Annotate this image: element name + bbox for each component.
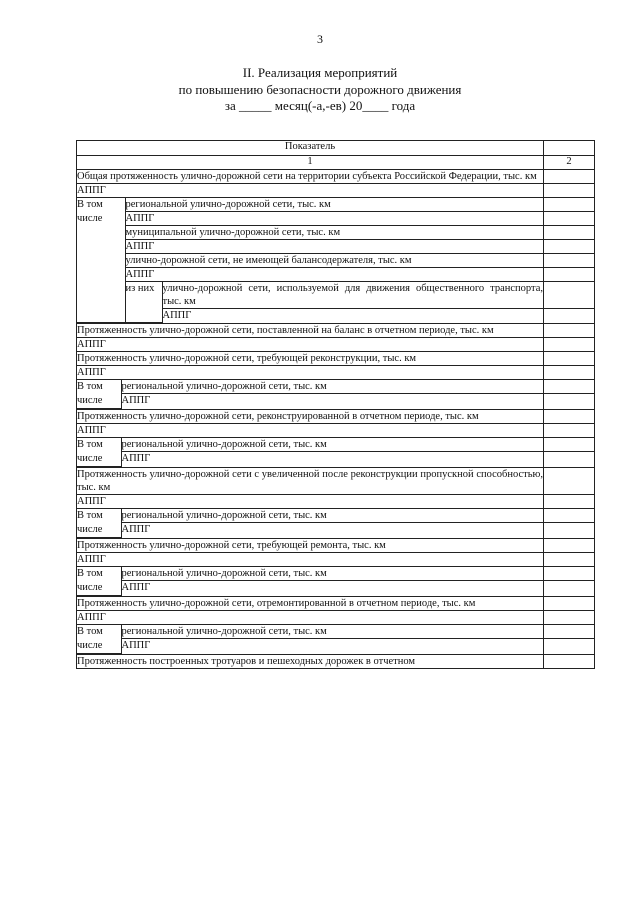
table-row (77, 170, 595, 184)
row-increased-capacity-appg: АППГ (77, 494, 544, 508)
value-cell[interactable] (544, 337, 595, 351)
table-row (77, 654, 595, 668)
table-row (77, 508, 595, 538)
including-label: В том числе (77, 380, 121, 409)
column-number-2: 2 (544, 156, 595, 170)
row-needs-repair-regional: региональной улично-дорожной сети, тыс. км (121, 567, 543, 581)
row-reconstructed-regional-appg: АППГ (121, 452, 543, 466)
value-cell[interactable] (544, 580, 594, 594)
table-row (77, 494, 595, 508)
row-reconstructed-regional: региональной улично-дорожной сети, тыс. км (121, 438, 543, 452)
table-row (77, 337, 595, 351)
row-needs-repair-regional-appg: АППГ (121, 581, 543, 595)
value-cell[interactable] (544, 438, 594, 452)
table-row (77, 184, 595, 198)
table-row (77, 365, 595, 379)
row-public-transport: улично-дорожной сети, используемой для движения общественного транспорта, тыс. км (162, 283, 543, 307)
table-row (77, 552, 595, 566)
value-cell[interactable] (544, 509, 594, 523)
table-row (77, 596, 595, 610)
row-repaired-regional: региональной улично-дорожной сети, тыс. км (121, 625, 543, 639)
value-cell[interactable] (544, 494, 595, 508)
row-no-holder: улично-дорожной сети, не имеющей балансодержателя, тыс. км (125, 254, 543, 268)
row-repaired-regional-appg: АППГ (121, 639, 543, 653)
table-row (77, 198, 595, 324)
heading-line-2: по повышению безопасности дорожного движения (178, 81, 462, 97)
value-cell[interactable] (544, 567, 594, 581)
row-needs-reconstruction-appg: АППГ (77, 365, 544, 379)
value-cell[interactable] (544, 309, 594, 323)
value-column-block (544, 379, 595, 409)
table-row (77, 467, 595, 494)
including-label: В том числе (77, 509, 121, 538)
needs-reconstruction-breakdown (77, 379, 544, 409)
value-cell[interactable] (544, 552, 595, 566)
row-municipal: муниципальной улично-дорожной сети, тыс. км (125, 226, 543, 240)
row-reconstructed: Протяженность улично-дорожной сети, реконструированной в отчетном периоде, тыс. км (77, 409, 544, 423)
row-on-balance: Протяженность улично-дорожной сети, поставленной на баланс в отчетном периоде, тыс. км (77, 323, 544, 337)
page-number: 3 (317, 32, 323, 46)
value-cell[interactable] (544, 351, 595, 365)
column-number-1: 1 (77, 156, 544, 170)
value-cell[interactable] (544, 365, 595, 379)
value-cell[interactable] (544, 198, 594, 212)
table-row (77, 538, 595, 552)
table-row (77, 351, 595, 365)
repaired-breakdown (77, 624, 544, 654)
row-needs-reconstruction-regional: региональной улично-дорожной сети, тыс. км (121, 380, 543, 394)
value-cell[interactable] (544, 538, 595, 552)
needs-repair-breakdown (77, 566, 544, 596)
header-empty-cell (544, 141, 595, 156)
table-row (77, 379, 595, 409)
value-cell[interactable] (544, 268, 594, 282)
row-needs-reconstruction: Протяженность улично-дорожной сети, требующей реконструкции, тыс. км (77, 351, 544, 365)
value-cell[interactable] (544, 451, 594, 465)
indicators-table (76, 140, 595, 669)
including-label: В том числе (77, 567, 121, 596)
table-row (77, 409, 595, 423)
row-increased-capacity-regional-appg: АППГ (121, 523, 543, 537)
value-column-block (544, 566, 595, 596)
row-sidewalks: Протяженность построенных тротуаров и пешеходных дорожек в отчетном (77, 654, 544, 668)
increased-capacity-breakdown (77, 508, 544, 538)
heading-line-3: за _____ месяц(-а,-ев) 20____ года (224, 98, 416, 113)
row-increased-capacity-regional: региональной улично-дорожной сети, тыс. км (121, 509, 543, 523)
value-cell[interactable] (544, 282, 594, 309)
heading-line-1: II. Реализация мероприятий (242, 65, 398, 80)
table-column-numbers-row (77, 156, 595, 170)
table-row (77, 624, 595, 654)
value-column-block (544, 437, 595, 467)
row-regional: региональной улично-дорожной сети, тыс. км (125, 198, 543, 212)
of-them-label: из них (125, 282, 162, 323)
row-repaired: Протяженность улично-дорожной сети, отремонтированной в отчетном периоде, тыс. км (77, 596, 544, 610)
row-repaired-appg: АППГ (77, 610, 544, 624)
table-header-row (77, 141, 595, 156)
row-increased-capacity: Протяженность улично-дорожной сети с увеличенной после реконструкции пропускной способностью, тыс. км (77, 468, 543, 493)
value-column-block (544, 198, 595, 324)
value-cell[interactable] (544, 323, 595, 337)
including-label: В том числе (77, 438, 121, 467)
value-cell[interactable] (544, 254, 594, 268)
row-regional-appg: АППГ (125, 212, 543, 226)
value-cell[interactable] (544, 654, 595, 668)
value-cell[interactable] (544, 212, 594, 226)
value-cell[interactable] (544, 423, 595, 437)
row-public-transport-appg: АППГ (162, 309, 543, 323)
header-indicator-label: Показатель (77, 141, 544, 156)
table-row (77, 566, 595, 596)
table-row (77, 610, 595, 624)
value-cell[interactable] (544, 610, 595, 624)
row-on-balance-appg: АППГ (77, 337, 544, 351)
value-cell[interactable] (544, 522, 594, 536)
section-heading (0, 65, 640, 115)
value-cell[interactable] (544, 596, 595, 610)
including-label: В том числе (77, 198, 125, 322)
value-cell[interactable] (544, 467, 595, 494)
value-cell[interactable] (544, 240, 594, 254)
table-row (77, 423, 595, 437)
row-total-appg: АППГ (77, 184, 544, 198)
table-row (77, 323, 595, 337)
row-no-holder-appg: АППГ (125, 268, 543, 282)
value-cell[interactable] (544, 170, 595, 184)
row-needs-repair: Протяженность улично-дорожной сети, требующей ремонта, тыс. км (77, 538, 544, 552)
value-cell[interactable] (544, 409, 595, 423)
table-row (77, 437, 595, 467)
row-needs-repair-appg: АППГ (77, 552, 544, 566)
value-cell[interactable] (544, 380, 594, 394)
including-label: В том числе (77, 625, 121, 654)
value-column-block (544, 508, 595, 538)
value-cell[interactable] (544, 638, 594, 652)
value-cell[interactable] (544, 625, 594, 639)
reconstructed-breakdown (77, 437, 544, 467)
value-column-block (544, 624, 595, 654)
row-total: Общая протяженность улично-дорожной сети на территории субъекта Российской Федерации, тыс. км (77, 170, 544, 184)
value-cell[interactable] (544, 184, 595, 198)
total-breakdown-block (77, 198, 544, 324)
row-reconstructed-appg: АППГ (77, 423, 544, 437)
value-cell[interactable] (544, 226, 594, 240)
row-municipal-appg: АППГ (125, 240, 543, 254)
value-cell[interactable] (544, 393, 594, 407)
row-needs-reconstruction-regional-appg: АППГ (121, 394, 543, 408)
